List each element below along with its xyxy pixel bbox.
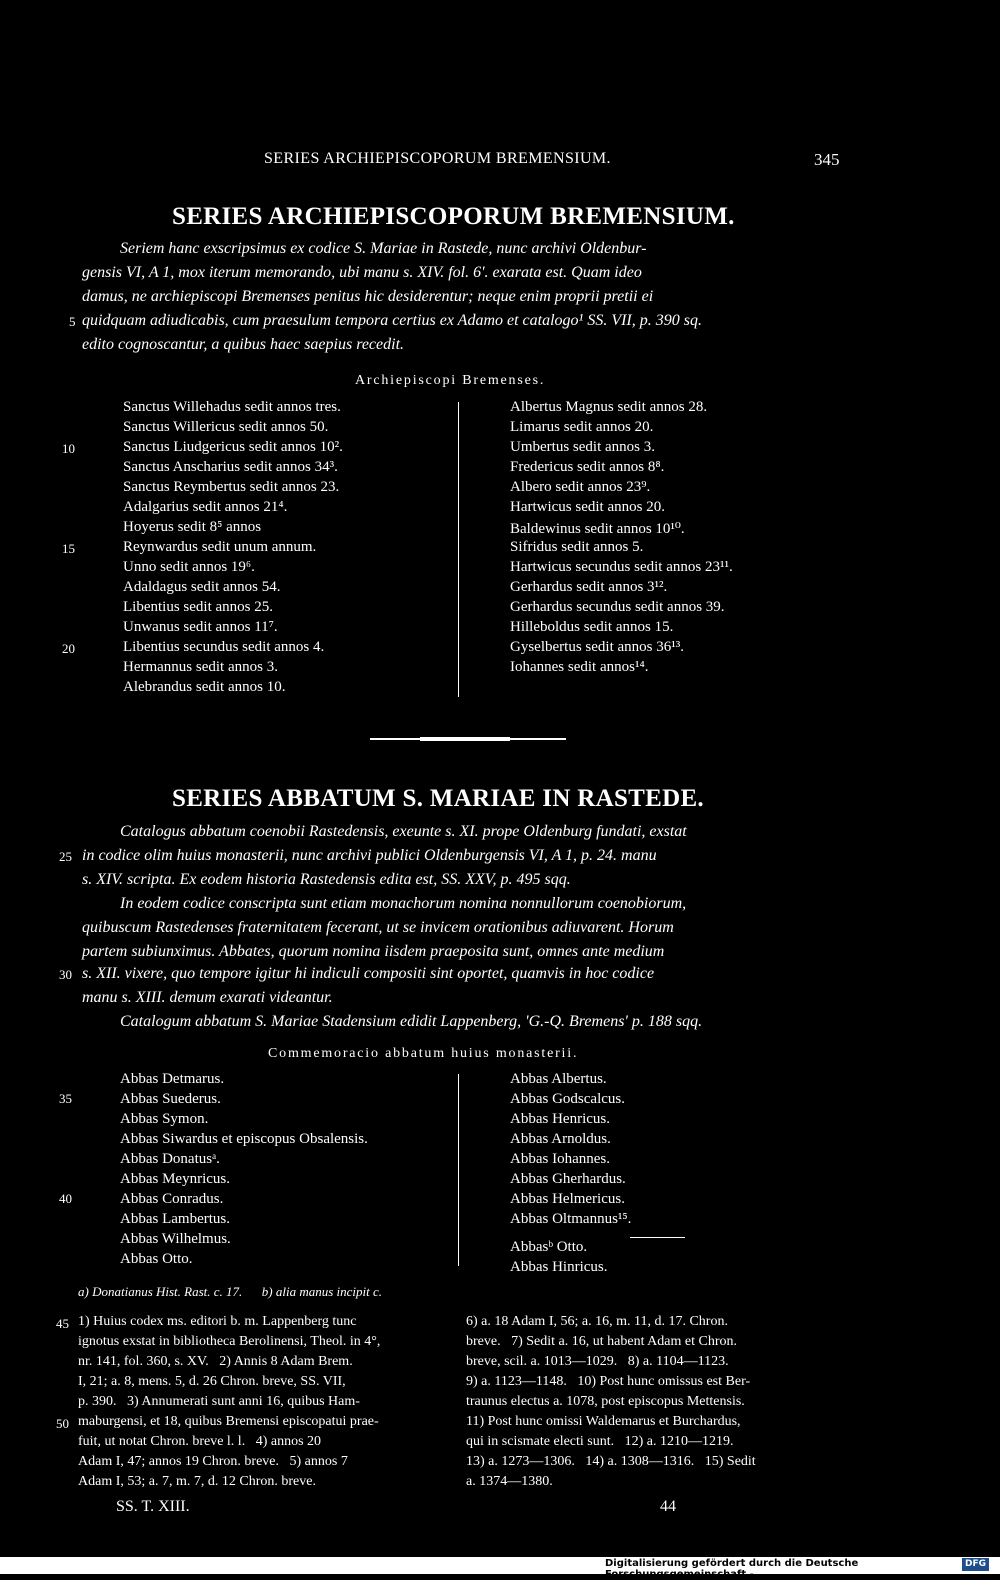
archbishop-entry: Adaldagus sedit annos 54. [123,579,281,595]
section1-intro-line: damus, ne archiepiscopi Bremenses penitus hic desiderentur; neque enim proprii pretii ei [82,288,654,305]
section1-intro-line: edito cognoscantur, a quibus haec saepius recedit. [82,336,405,353]
archbishop-entry: Sanctus Reymbertus sedit annos 23. [123,479,340,495]
archbishop-entry: Hoyerus sedit 8⁵ annos [123,519,262,535]
footnote-line: Adam I, 53; a. 7, m. 7, d. 12 Chron. breve. [78,1474,316,1489]
archbishop-entry: Sanctus Anscharius sedit annos 34³. [123,459,338,475]
footnote-line: 11) Post hunc omissi Waldemarus et Burchardus, [466,1414,741,1429]
line-number: 40 [59,1191,72,1206]
line-number: 20 [62,641,75,656]
footnote-line: Adam I, 47; annos 19 Chron. breve. 5) annos 7 [78,1454,348,1469]
footnote-line: p. 390. 3) Annumerati sunt anni 16, quibus Ham- [78,1394,360,1409]
section-divider-center [420,737,510,741]
list-heading-archbishops: Archiepiscopi Bremenses. [355,373,546,388]
abbot-entry: Abbas Conradus. [120,1191,224,1207]
section1-intro-line: quidquam adiudicabis, cum praesulum tempora certius ex Adamo et catalogo¹ SS. VII, p. 390 sq. [82,312,702,329]
archbishop-entry: Unwanus sedit annos 11⁷. [123,619,278,635]
footnote-line: breve. 7) Sedit a. 16, ut habent Adam et Chron. [466,1334,737,1349]
archbishop-entry: Alebrandus sedit annos 10. [123,679,286,695]
section2-intro-line: in codice olim huius monasterii, nunc archivi publici Oldenburgensis VI, A 1, p. 24. manu [82,847,657,864]
section2-intro-line: s. XIV. scripta. Ex eodem historia Rastedensis edita est, SS. XXV, p. 495 sqq. [82,871,571,888]
abbot-entry: Abbas Helmericus. [510,1191,625,1207]
line-number: 35 [59,1091,72,1106]
section1-intro-line: Seriem hanc exscripsimus ex codice S. Mariae in Rastede, nunc archivi Oldenbur- [120,240,647,257]
column-separator [458,402,459,697]
archbishop-entry: Sanctus Liudgericus sedit annos 10². [123,439,343,455]
archbishop-entry: Hilleboldus sedit annos 15. [510,619,674,635]
archbishop-entry: Hartwicus sedit annos 20. [510,499,665,515]
abbot-entry: Abbas Henricus. [510,1111,610,1127]
footnote-line: a. 1374—1380. [466,1474,553,1489]
archbishop-entry: Iohannes sedit annos¹⁴. [510,659,649,675]
line-number: 30 [59,967,72,982]
abbot-entry: Abbas Albertus. [510,1071,607,1087]
abbot-entry: Abbas Godscalcus. [510,1091,625,1107]
archbishop-entry: Adalgarius sedit annos 21⁴. [123,499,288,515]
archbishop-entry: Libentius secundus sedit annos 4. [123,639,325,655]
line-number: 45 [56,1316,69,1331]
hand-change-rule [630,1237,685,1238]
section2-intro-line: partem subiunximus. Abbates, quorum nomina iisdem praeposita sunt, omnes ante medium [82,943,665,960]
line-number: 50 [56,1416,69,1431]
section2-intro-line: In eodem codice conscripta sunt etiam monachorum nomina nonnullorum coenobiorum, [120,895,687,912]
line-number: 25 [59,849,72,864]
section2-intro-line: Catalogum abbatum S. Mariae Stadensium edidit Lappenberg, 'G.-Q. Bremens' p. 188 sqq. [120,1013,703,1030]
footnote-line: breve, scil. a. 1013—1029. 8) a. 1104—1123. [466,1354,729,1369]
archbishop-entry: Reynwardus sedit unum annum. [123,539,317,555]
abbot-entry: Abbasᵇ Otto. [510,1239,588,1255]
page-number: 345 [814,150,840,169]
footnote-line: qui in scismate electi sunt. 12) a. 1210—1219. [466,1434,734,1449]
abbot-entry: Abbas Meynricus. [120,1171,230,1187]
archbishop-entry: Umbertus sedit annos 3. [510,439,655,455]
archbishop-entry: Fredericus sedit annos 8⁸. [510,459,665,475]
abbot-entry: Abbas Otto. [120,1251,193,1267]
archbishop-entry: Hermannus sedit annos 3. [123,659,278,675]
abbot-entry: Abbas Donatusᵃ. [120,1151,220,1167]
footnote-line: 1) Huius codex ms. editori b. m. Lappenberg tunc [78,1314,357,1329]
footnote-line: fuit, ut notat Chron. breve l. l. 4) annos 20 [78,1434,322,1449]
footnote-line: 6) a. 18 Adam I, 56; a. 16, m. 11, d. 17. Chron. [466,1314,728,1329]
line-number: 5 [69,314,76,329]
archbishop-entry: Gyselbertus sedit annos 36¹³. [510,639,684,655]
abbot-entry: Abbas Hinricus. [510,1259,608,1275]
section2-intro-line: s. XII. vixere, quo tempore igitur hi indiculi compositi sint oportet, quamvis in hoc codice [82,965,655,982]
footnote-line: traunus electus a. 1078, post episcopus Mettensis. [466,1394,745,1409]
digitization-credit: Digitalisierung gefördert durch die Deutsche Forschungsgemeinschaft - [605,1558,859,1580]
archbishop-entry: Gerhardus secundus sedit annos 39. [510,599,725,615]
abbot-entry: Abbas Symon. [120,1111,209,1127]
archbishop-entry: Sifridus sedit annos 5. [510,539,644,555]
archbishop-entry: Gerhardus sedit annos 3¹². [510,579,668,595]
abbot-entry: Abbas Oltmannus¹⁵. [510,1211,632,1227]
archbishop-entry: Libentius sedit annos 25. [123,599,273,615]
abbot-entry: Abbas Detmarus. [120,1071,225,1087]
abbot-entry: Abbas Wilhelmus. [120,1231,231,1247]
signature-mark: SS. T. XIII. [116,1498,190,1515]
section2-intro-line: manu s. XIII. demum exarati videantur. [82,989,333,1006]
archbishop-entry: Limarus sedit annos 20. [510,419,654,435]
abbot-entry: Abbas Siwardus et episcopus Obsalensis. [120,1131,368,1147]
abbot-entry: Abbas Lambertus. [120,1211,230,1227]
footnote-line: nr. 141, fol. 360, s. XV. 2) Annis 8 Adam Brem. [78,1354,353,1369]
section2-intro-line: Catalogus abbatum coenobii Rastedensis, exeunte s. XI. prope Oldenburg fundati, exstat [120,823,687,840]
archbishop-entry: Albero sedit annos 23⁹. [510,479,651,495]
abbot-entry: Abbas Suederus. [120,1091,221,1107]
archbishop-entry: Hartwicus secundus sedit annos 23¹¹. [510,559,733,575]
critical-notes: a) Donatianus Hist. Rast. c. 17. b) alia manus incipit c. [78,1284,383,1299]
archbishop-entry: Baldewinus sedit annos 10¹⁰. [510,521,685,537]
footnote-line: maburgensi, et 18, quibus Bremensi episcopatui prae- [78,1414,379,1429]
archbishop-entry: Sanctus Willericus sedit annos 50. [123,419,329,435]
column-separator [458,1074,459,1266]
archbishop-entry: Sanctus Willehadus sedit annos tres. [123,399,341,415]
section1-title: SERIES ARCHIEPISCOPORUM BREMENSIUM. [172,203,735,230]
section2-title: SERIES ABBATUM S. MARIAE IN RASTEDE. [172,785,704,812]
abbot-entry: Abbas Iohannes. [510,1151,610,1167]
archbishop-entry: Albertus Magnus sedit annos 28. [510,399,708,415]
archbishop-entry: Unno sedit annos 19⁶. [123,559,255,575]
sheet-number: 44 [660,1498,676,1515]
abbot-entry: Abbas Gherhardus. [510,1171,626,1187]
line-number: 10 [62,441,75,456]
abbot-entry: Abbas Arnoldus. [510,1131,611,1147]
footnote-line: I, 21; a. 8, mens. 5, d. 26 Chron. breve, SS. VII, [78,1374,346,1389]
dfg-logo: DFG [962,1558,989,1571]
footnote-line: ignotus exstat in bibliotheca Berolinensi, Theol. in 4°, [78,1334,381,1349]
footnote-line: 13) a. 1273—1306. 14) a. 1308—1316. 15) Sedit [466,1454,756,1469]
list-heading-abbots: Commemoracio abbatum huius monasterii. [268,1046,579,1061]
running-title: SERIES ARCHIEPISCOPORUM BREMENSIUM. [264,150,611,167]
section2-intro-line: quibuscum Rastedenses fraternitatem fecerant, ut se invicem orationibus adiuvarent. Horum [82,919,674,936]
footnote-line: 9) a. 1123—1148. 10) Post hunc omissus est Ber- [466,1374,751,1389]
section1-intro-line: gensis VI, A 1, mox iterum memorando, ubi manu s. XIV. fol. 6'. exarata est. Quam ideo [82,264,642,281]
line-number: 15 [62,541,75,556]
